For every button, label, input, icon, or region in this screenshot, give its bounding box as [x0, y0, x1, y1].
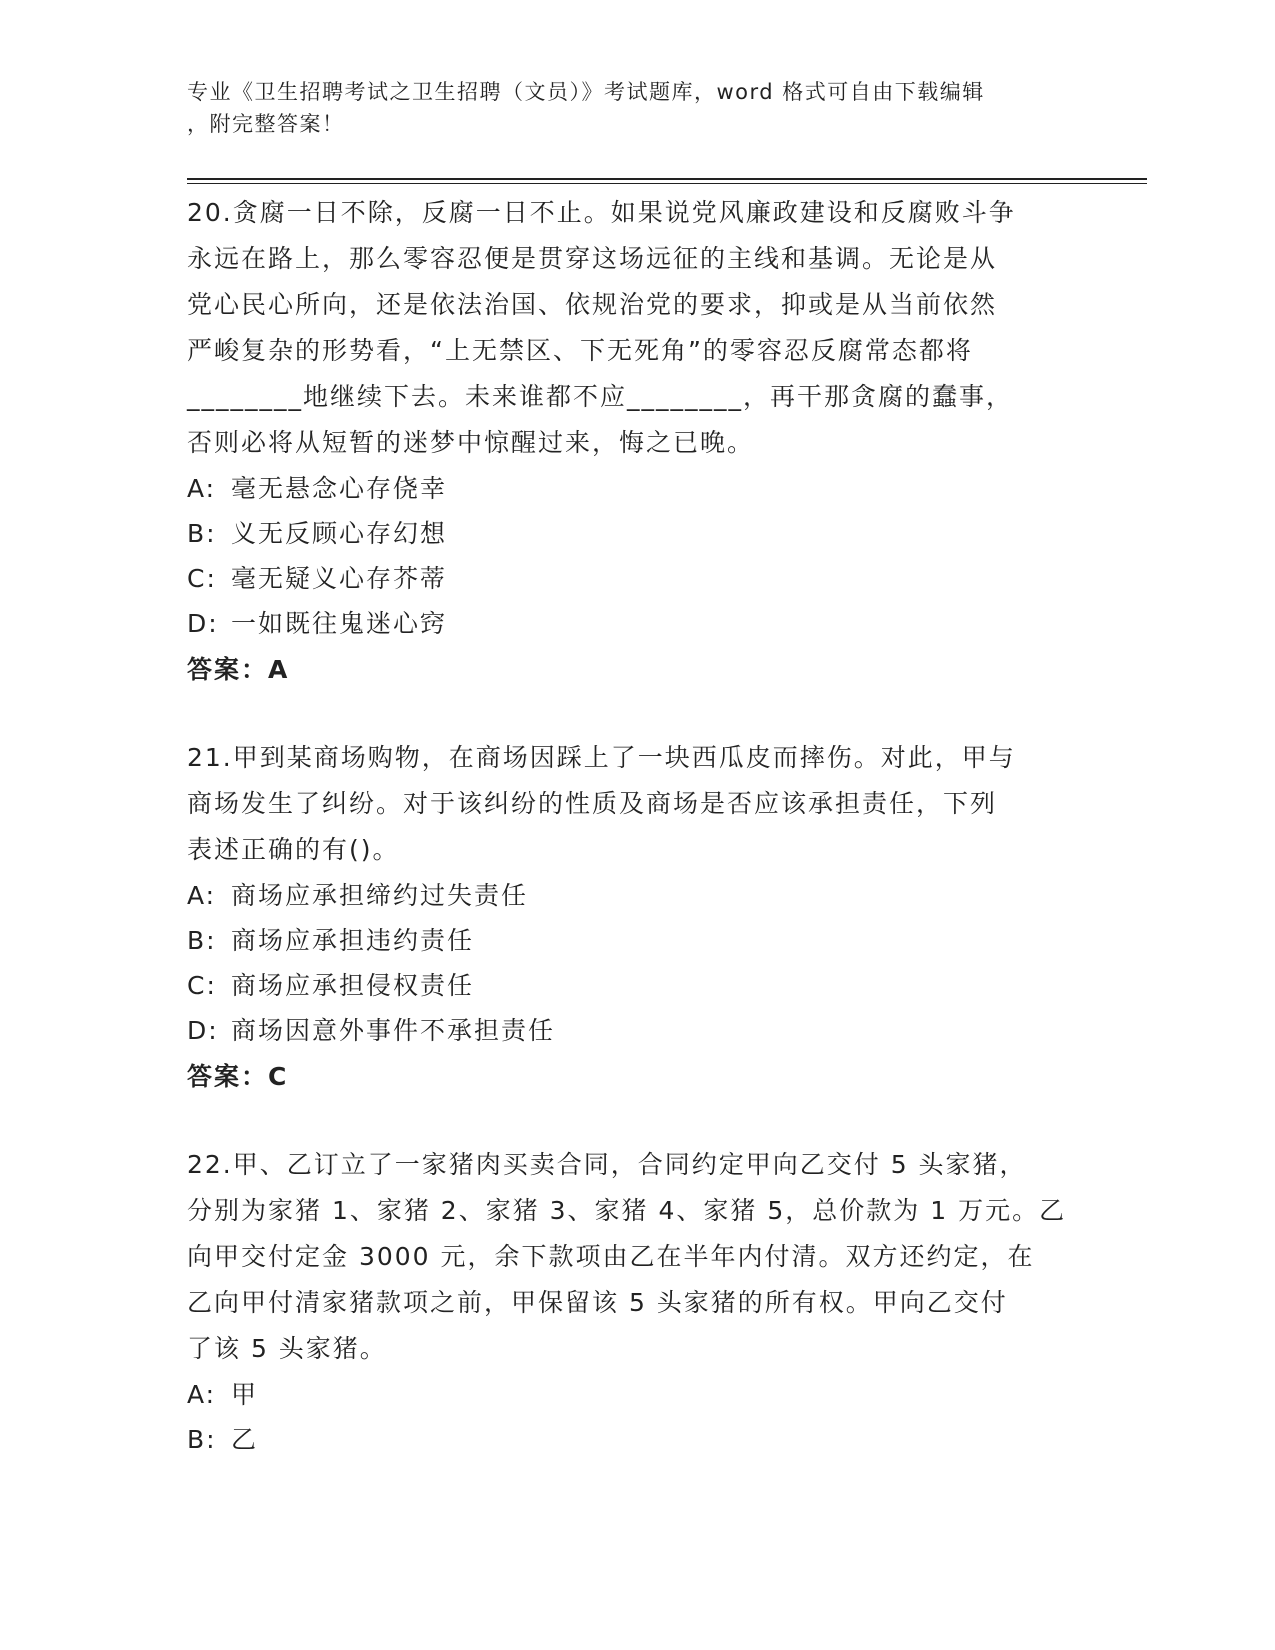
option-text: 商场因意外事件不承担责任	[231, 1016, 556, 1045]
question-text-line: 了该 5 头家猪。	[187, 1334, 387, 1363]
option-b	[187, 918, 1067, 963]
document-header	[187, 76, 1067, 140]
option-c	[187, 963, 1067, 1008]
header-line-2: ，附完整答案！	[187, 112, 345, 136]
question-text-line: 21.甲到某商场购物，在商场因踩上了一块西瓜皮而摔伤。对此，甲与	[187, 743, 1016, 772]
option-text: 乙	[231, 1425, 259, 1454]
option-letter: D:	[187, 1016, 219, 1045]
question-text-line: 否则必将从短暂的迷梦中惊醒过来，悔之已晚。	[187, 428, 755, 457]
question-20	[187, 190, 1067, 693]
question-text-line: 向甲交付定金 3000 元，余下款项由乙在半年内付清。双方还约定，在	[187, 1242, 1035, 1271]
answer-label: 答案：C	[187, 1062, 289, 1091]
question-text-line: 乙向甲付清家猪款项之前，甲保留该 5 头家猪的所有权。甲向乙交付	[187, 1288, 1008, 1317]
question-text-line: 永远在路上，那么零容忍便是贯穿这场远征的主线和基调。无论是从	[187, 244, 998, 273]
option-b	[187, 511, 1067, 556]
option-letter: C:	[187, 564, 217, 593]
option-text: 商场应承担缔约过失责任	[231, 881, 529, 910]
option-d	[187, 1008, 1067, 1053]
option-text: 毫无疑义心存芥蒂	[231, 564, 448, 593]
option-text: 商场应承担违约责任	[231, 926, 475, 955]
header-line-1: 专业《卫生招聘考试之卫生招聘（文员）》考试题库，word 格式可自由下载编辑	[187, 80, 985, 104]
question-text-line: ________地继续下去。未来谁都不应________，再干那贪腐的蠢事，	[187, 382, 1014, 411]
option-letter: A:	[187, 474, 217, 503]
option-letter: C:	[187, 971, 217, 1000]
question-text-line: 党心民心所向，还是依法治国、依规治党的要求，抑或是从当前依然	[187, 290, 998, 319]
header-divider-thick	[187, 178, 1147, 180]
answer-label: 答案：A	[187, 655, 290, 684]
question-22	[187, 1142, 1067, 1462]
option-letter: A:	[187, 1380, 217, 1409]
option-letter: D:	[187, 609, 219, 638]
option-letter: B:	[187, 926, 217, 955]
option-b	[187, 1417, 1067, 1462]
option-a	[187, 1372, 1067, 1417]
option-a	[187, 873, 1067, 918]
option-text: 甲	[231, 1380, 259, 1409]
option-letter: A:	[187, 881, 217, 910]
option-c	[187, 556, 1067, 601]
option-text: 一如既往鬼迷心窍	[231, 609, 448, 638]
question-text-line: 表述正确的有()。	[187, 835, 400, 864]
option-a	[187, 466, 1067, 511]
question-text-line: 商场发生了纠纷。对于该纠纷的性质及商场是否应该承担责任，下列	[187, 789, 998, 818]
option-letter: B:	[187, 519, 217, 548]
option-d	[187, 601, 1067, 646]
header-divider-thin	[187, 183, 1147, 184]
option-text: 义无反顾心存幻想	[231, 519, 448, 548]
question-text-line: 20.贪腐一日不除，反腐一日不止。如果说党风廉政建设和反腐败斗争	[187, 198, 1016, 227]
option-letter: B:	[187, 1425, 217, 1454]
question-text-line: 22.甲、乙订立了一家猪肉买卖合同，合同约定甲向乙交付 5 头家猪，	[187, 1150, 1027, 1179]
question-list	[187, 190, 1067, 1504]
question-text-line: 严峻复杂的形势看，“上无禁区、下无死角”的零容忍反腐常态都将	[187, 336, 973, 365]
question-21	[187, 735, 1067, 1100]
question-text-line: 分别为家猪 1、家猪 2、家猪 3、家猪 4、家猪 5，总价款为 1 万元。乙	[187, 1196, 1067, 1225]
option-text: 毫无悬念心存侥幸	[231, 474, 448, 503]
option-text: 商场应承担侵权责任	[231, 971, 475, 1000]
